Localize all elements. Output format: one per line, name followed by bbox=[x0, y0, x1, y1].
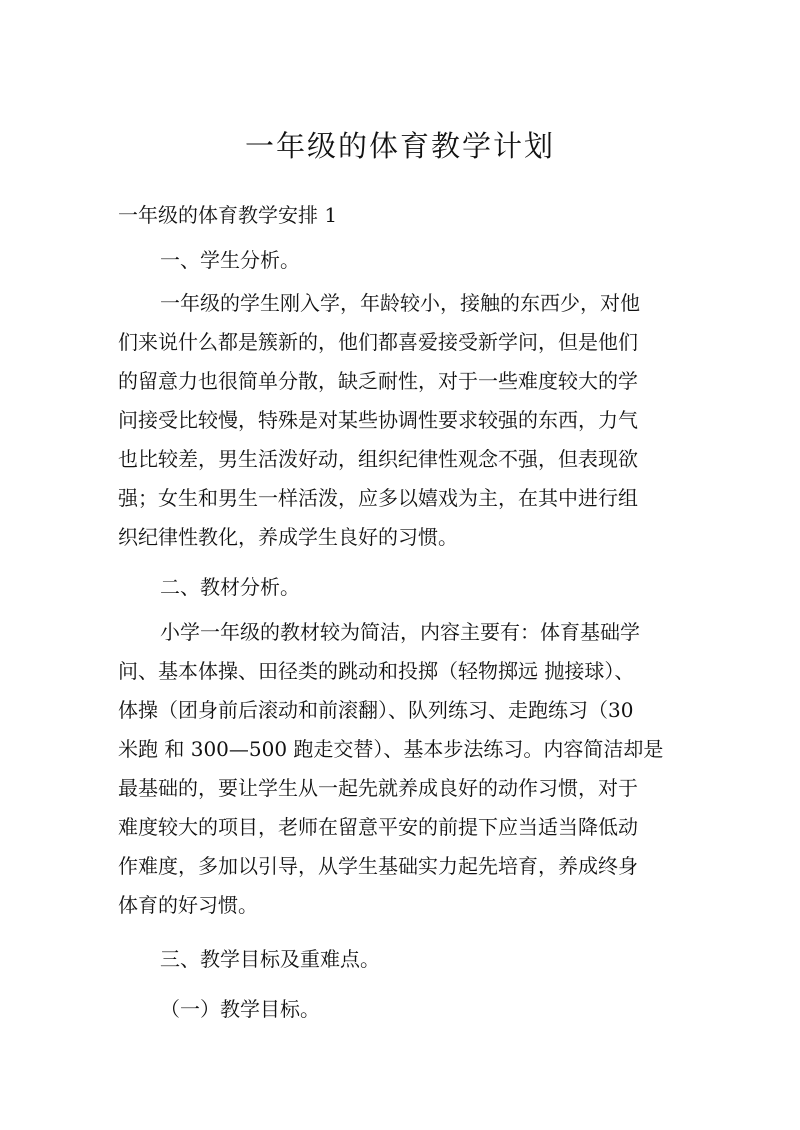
paragraph-line: 织纪律性教化，养成学生良好的习惯。 bbox=[118, 525, 458, 549]
paragraph-line: 小学一年级的教材较为简洁，内容主要有：体育基础学 bbox=[160, 620, 640, 644]
paragraph-line: 难度较大的项目，老师在留意平安的前提下应当适当降低动 bbox=[118, 815, 638, 839]
paragraph-line: 问接受比较慢，特殊是对某些协调性要求较强的东西，力气 bbox=[118, 408, 638, 432]
paragraph-line: 也比较差，男生活泼好动，组织纪律性观念不强，但表现欲 bbox=[118, 447, 638, 471]
section-heading-teaching-goals: 三、教学目标及重难点。 bbox=[160, 947, 380, 971]
section-heading-student-analysis: 一、学生分析。 bbox=[160, 248, 300, 272]
paragraph-line: 最基础的，要让学生从一起先就养成良好的动作习惯，对于 bbox=[118, 776, 638, 800]
document-subtitle: 一年级的体育教学安排 1 bbox=[118, 203, 338, 227]
paragraph-line: 体操（团身前后滚动和前滚翻）、队列练习、走跑练习（30 bbox=[118, 698, 634, 722]
paragraph-line: 强；女生和男生一样活泼，应多以嬉戏为主，在其中进行组 bbox=[118, 486, 638, 510]
subsection-heading-teaching-goals: （一）教学目标。 bbox=[160, 997, 320, 1021]
section-heading-textbook-analysis: 二、教材分析。 bbox=[160, 575, 300, 599]
paragraph-line: 一年级的学生刚入学，年龄较小，接触的东西少，对他 bbox=[160, 291, 640, 315]
paragraph-line: 的留意力也很简单分散，缺乏耐性，对于一些难度较大的学 bbox=[118, 369, 638, 393]
paragraph-line: 们来说什么都是簇新的，他们都喜爱接受新学问，但是他们 bbox=[118, 330, 638, 354]
paragraph-line: 体育的好习惯。 bbox=[118, 893, 258, 917]
paragraph-line: 问、基本体操、田径类的跳动和投掷（轻物掷远 抛接球）、 bbox=[118, 659, 635, 683]
paragraph-line: 作难度，多加以引导，从学生基础实力起先培育，养成终身 bbox=[118, 854, 638, 878]
paragraph-line: 米跑 和 300—500 跑走交替）、基本步法练习。内容简洁却是 bbox=[118, 737, 664, 761]
document-title: 一年级的体育教学计划 bbox=[244, 129, 555, 163]
